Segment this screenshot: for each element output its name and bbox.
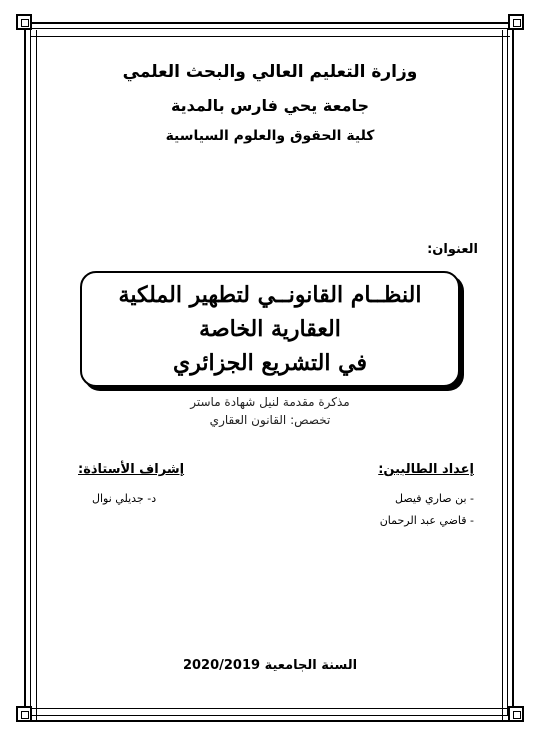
student-name: - بن صاري فيصل xyxy=(395,492,474,505)
supervisor-name: د- جديلي نوال xyxy=(92,492,157,505)
title-box xyxy=(80,271,460,387)
corner-ornament-bottom-left xyxy=(16,706,32,722)
supervisor-heading: إشراف الأستاذة: xyxy=(78,462,185,477)
title-line-1: النظــام القانونــي لتطهير الملكية العقارية الخاصة xyxy=(118,282,422,342)
student-name: - قاضي عبد الرحمان xyxy=(379,514,474,527)
border-line-top xyxy=(30,36,510,37)
corner-ornament-top-left xyxy=(16,14,32,30)
corner-ornament-bottom-right xyxy=(508,706,524,722)
title-line-2: في التشريع الجزائري xyxy=(173,350,367,376)
specialization: تخصص: القانون العقاري xyxy=(209,413,331,427)
border-line-right xyxy=(502,30,503,720)
academic-year: السنة الجامعية 2020/2019 xyxy=(182,658,358,673)
border-line-bottom xyxy=(30,708,510,709)
students-heading: إعداد الطالبين: xyxy=(378,462,474,477)
border-line-left xyxy=(36,30,37,720)
corner-ornament-top-right xyxy=(508,14,524,30)
title-label: العنوان: xyxy=(427,242,478,257)
ministry-name: وزارة التعليم العالي والبحث العلمي xyxy=(122,62,418,82)
memo-description: مذكرة مقدمة لنيل شهادة ماستر xyxy=(190,395,350,409)
faculty-name: كلية الحقوق والعلوم السياسية xyxy=(165,128,375,144)
university-name: جامعة يحي فارس بالمدية xyxy=(170,96,370,115)
